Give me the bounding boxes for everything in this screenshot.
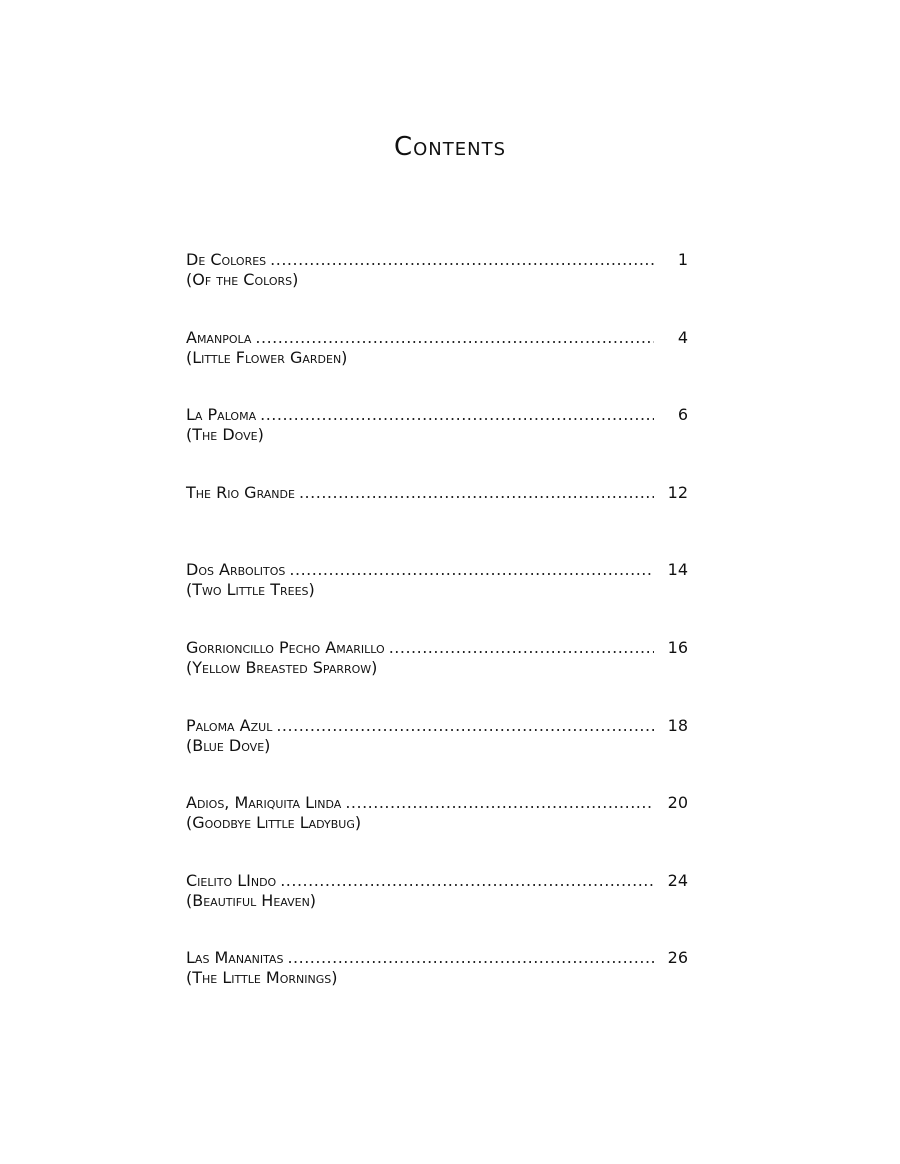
toc-entry-line — [186, 560, 692, 580]
toc-entry-line — [186, 638, 692, 658]
toc-entry — [186, 405, 692, 483]
toc-entry-line — [186, 716, 692, 736]
toc-entry-subtitle: (Two Little Trees) — [186, 580, 315, 600]
toc-entry-line — [186, 871, 692, 891]
toc-entry-subtitle: (Goodbye Little Ladybug) — [186, 813, 362, 833]
toc-entry-page: 12 — [667, 482, 688, 502]
dot-leader — [260, 405, 654, 425]
toc-entry-title: La Paloma — [186, 405, 257, 425]
dot-leader — [389, 638, 654, 658]
toc-entry-page: 1 — [677, 250, 688, 269]
toc-entry-subtitle: (Little Flower Garden) — [186, 347, 348, 367]
dot-leader — [289, 560, 654, 580]
toc-entry — [186, 483, 692, 561]
toc-entry-title: Amanpola — [186, 327, 252, 347]
toc-entry — [186, 793, 692, 871]
dot-leader — [299, 483, 654, 503]
dot-leader — [270, 250, 654, 270]
toc-entry-page: 4 — [677, 327, 688, 347]
toc-entry-line — [186, 483, 692, 503]
dot-leader — [345, 793, 654, 813]
toc-entry-title: Gorrioncillo Pecho Amarillo — [186, 637, 385, 657]
toc-entry-title: Las Mananitas — [186, 948, 284, 968]
toc-entry-page: 18 — [667, 715, 688, 735]
toc-entry-page: 16 — [667, 637, 688, 657]
toc-entry — [186, 328, 692, 406]
toc-entry — [186, 560, 692, 638]
toc-entry-subtitle: (The Dove) — [186, 425, 264, 445]
toc-entry-subtitle: (Blue Dove) — [186, 735, 271, 755]
toc-entry-subtitle: (Yellow Breasted Sparrow) — [186, 657, 378, 677]
toc-entry — [186, 250, 692, 328]
toc-entry-subtitle: (Beautiful Heaven) — [186, 890, 317, 910]
toc-entry-title: Dos Arbolitos — [186, 560, 286, 580]
toc-entry — [186, 871, 692, 949]
toc-entry-page: 20 — [667, 793, 688, 813]
toc-entry-subtitle: (The Little Mornings) — [186, 968, 338, 988]
toc-entry-title: Cielito LIndo — [186, 870, 277, 890]
toc-entry-line — [186, 328, 692, 348]
toc-entry-page: 24 — [667, 870, 688, 890]
table-of-contents — [186, 250, 692, 1026]
toc-entry-page: 26 — [667, 948, 688, 968]
toc-entry — [186, 638, 692, 716]
toc-entry-title: De Colores — [186, 250, 267, 269]
toc-entry — [186, 716, 692, 794]
toc-entry-title: The Rio Grande — [186, 482, 295, 502]
toc-entry-line — [186, 793, 692, 813]
toc-entry-subtitle: (Of the Colors) — [186, 270, 299, 289]
toc-entry-line — [186, 405, 692, 425]
toc-entry-page: 6 — [677, 405, 688, 425]
toc-entry-line — [186, 250, 692, 270]
dot-leader — [280, 871, 654, 891]
dot-leader — [287, 948, 654, 968]
toc-entry-title: Adios, Mariquita Linda — [186, 793, 342, 813]
dot-leader — [255, 328, 654, 348]
dot-leader — [276, 716, 654, 736]
toc-entry-page: 14 — [667, 560, 688, 580]
page-title: Contents — [393, 132, 507, 162]
toc-entry-title: Paloma Azul — [186, 715, 273, 735]
toc-entry — [186, 948, 692, 1026]
toc-entry-line — [186, 948, 692, 968]
